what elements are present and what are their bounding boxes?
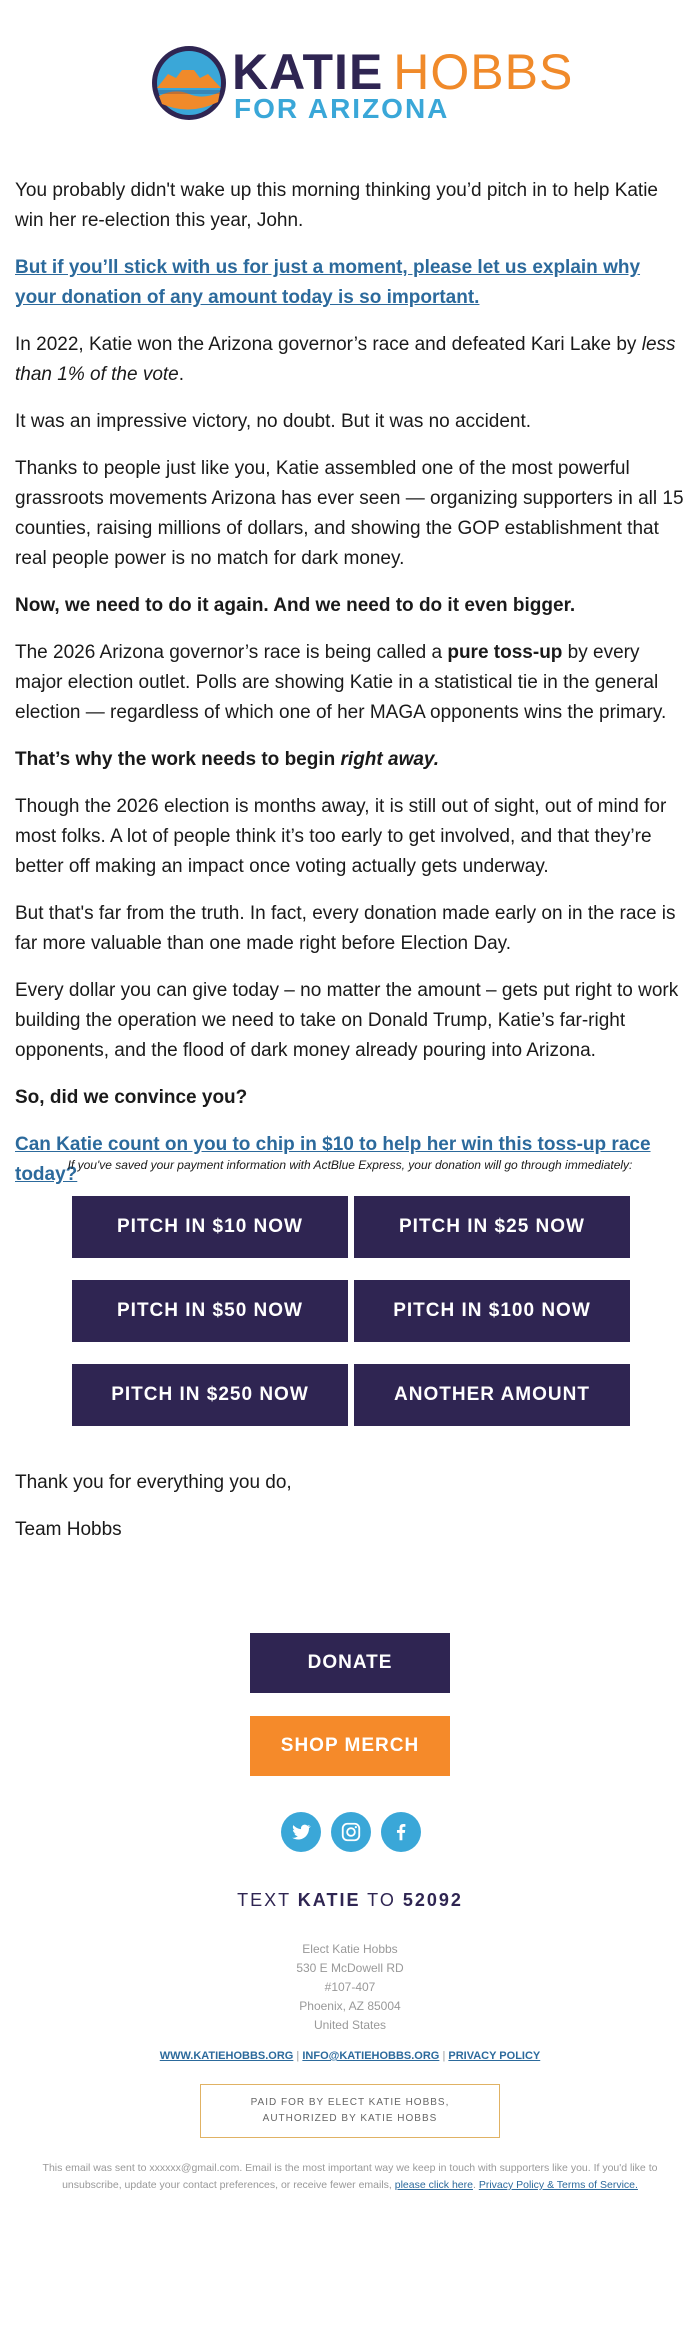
authorized-by-line: AUTHORIZED BY KATIE HOBBS	[262, 2113, 438, 2124]
signoff-team: Team Hobbs	[15, 1519, 122, 1540]
legal-separator: .	[472, 2179, 479, 2191]
paragraph-victory: It was an impressive victory, no doubt. But it was no accident.	[15, 411, 532, 432]
pitch-in-50-button[interactable]: PITCH IN $50 NOW	[72, 1280, 348, 1342]
text-toss-up-bold: pure toss-up	[447, 642, 563, 663]
link-separator: |	[296, 2050, 300, 2062]
footer-links	[0, 2050, 700, 2062]
instagram-icon[interactable]	[331, 1812, 371, 1852]
text-keyword: KATIE	[297, 1890, 361, 1910]
text-2022-end: .	[178, 364, 185, 385]
text-right-away-em: right away.	[340, 749, 440, 770]
pitch-in-10-button[interactable]: PITCH IN $10 NOW	[72, 1196, 348, 1258]
chip-in-link[interactable]: Can Katie count on you to chip in $10 to help her win this toss-up race today?	[15, 1134, 651, 1185]
twitter-icon[interactable]	[281, 1812, 321, 1852]
legal-text: This email was sent to xxxxxx@gmail.com. Email is the most important way we keep in touch with supporters like you. If you'd like to unsubscribe, update your contact preferences, or receive fewer emails,	[42, 2162, 658, 2191]
address-line: Elect Katie Hobbs	[302, 1942, 398, 1956]
explain-link[interactable]: But if you’ll stick with us for just a moment, please let us explain why your donation of any amount today is so important.	[15, 257, 641, 308]
privacy-policy-link[interactable]: PRIVACY POLICY	[448, 2050, 541, 2062]
arizona-landscape-icon	[150, 44, 228, 122]
address-line: United States	[313, 2018, 387, 2032]
unsubscribe-link[interactable]: please click here	[394, 2179, 473, 2191]
paragraph-intro: You probably didn't wake up this morning thinking you’d pitch in to help Katie win her re-election this year, John.	[15, 180, 659, 231]
paragraph-out-of-sight: Though the 2026 election is months away, it is still out of sight, out of mind for most folks. A lot of people think it’s too early to get involved, and that they’re better off making an impact once voting actually gets underway.	[15, 796, 667, 877]
text-to-join	[0, 1890, 700, 1911]
facebook-icon[interactable]	[381, 1812, 421, 1852]
paragraph-do-it-again: Now, we need to do it again. And we need to do it even bigger.	[15, 595, 576, 616]
text-toss-up-start: The 2026 Arizona governor’s race is being called a	[15, 642, 448, 663]
donate-button[interactable]: DONATE	[250, 1633, 450, 1693]
email-link[interactable]: INFO@KATIEHOBBS.ORG	[302, 2050, 440, 2062]
paragraph-every-dollar: Every dollar you can give today – no matter the amount – gets put right to work building the operation we need to take on Donald Trump, Katie’s far-right opponents, and the flood of dark money already pouring into Arizona.	[15, 980, 679, 1061]
logo-last-name: HOBBS	[393, 44, 574, 100]
address-line: #107-407	[324, 1980, 376, 1994]
legal-footer	[20, 2160, 680, 2194]
paragraph-explain-link	[15, 253, 685, 313]
website-link[interactable]: WWW.KATIEHOBBS.ORG	[159, 2050, 294, 2062]
campaign-logo	[150, 44, 574, 124]
text-mid: TO	[360, 1890, 403, 1910]
shop-merch-button[interactable]: SHOP MERCH	[250, 1716, 450, 1776]
paragraph-2022-win	[15, 330, 685, 390]
logo-first-name: KATIE	[232, 44, 384, 100]
text-prefix: TEXT	[237, 1890, 298, 1910]
social-links	[281, 1812, 421, 1852]
address-line: Phoenix, AZ 85004	[299, 1999, 401, 2013]
text-2022-margin: less than 1% of the vote	[15, 334, 676, 385]
link-separator: |	[442, 2050, 446, 2062]
actblue-express-note: If you've saved your payment information with ActBlue Express, your donation will go through immediately:	[67, 1158, 633, 1172]
pitch-in-25-button[interactable]: PITCH IN $25 NOW	[354, 1196, 630, 1258]
paragraph-grassroots: Thanks to people just like you, Katie assembled one of the most powerful grassroots movements Arizona has ever seen — organizing supporters in all 15 counties, raising millions of dollars, and showing the GOP establishment that real people power is no match for dark money.	[15, 458, 684, 569]
paragraph-right-away	[15, 745, 685, 775]
text-toss-up-end: by every major election outlet. Polls are showing Katie in a statistical tie in the general election — regardless of which one of her MAGA opponents wins the primary.	[15, 642, 667, 723]
paragraph-toss-up	[15, 638, 685, 728]
privacy-terms-link[interactable]: Privacy Policy & Terms of Service.	[478, 2179, 638, 2191]
signoff	[15, 1468, 292, 1562]
address-line: 530 E McDowell RD	[296, 1961, 404, 1975]
email-body	[15, 176, 685, 1207]
paid-for-disclaimer	[200, 2084, 500, 2138]
text-shortcode: 52092	[402, 1890, 463, 1910]
paragraph-far-from-truth: But that's far from the truth. In fact, every donation made early on in the race is far more valuable than one made right before Election Day.	[15, 903, 676, 954]
text-2022-start: In 2022, Katie won the Arizona governor’s race and defeated Kari Lake by	[15, 334, 642, 355]
pitch-in-100-button[interactable]: PITCH IN $100 NOW	[354, 1280, 630, 1342]
text-right-away-start: That’s why the work needs to begin	[15, 749, 341, 770]
pitch-in-250-button[interactable]: PITCH IN $250 NOW	[72, 1364, 348, 1426]
another-amount-button[interactable]: ANOTHER AMOUNT	[354, 1364, 630, 1426]
paragraph-convince: So, did we convince you?	[15, 1087, 248, 1108]
logo-subtitle: FOR ARIZONA	[234, 93, 450, 124]
logo-wordmark	[232, 46, 573, 98]
paid-for-line: PAID FOR BY ELECT KATIE HOBBS,	[250, 2097, 450, 2108]
signoff-thanks: Thank you for everything you do,	[15, 1472, 292, 1493]
mailing-address	[0, 1940, 700, 2035]
